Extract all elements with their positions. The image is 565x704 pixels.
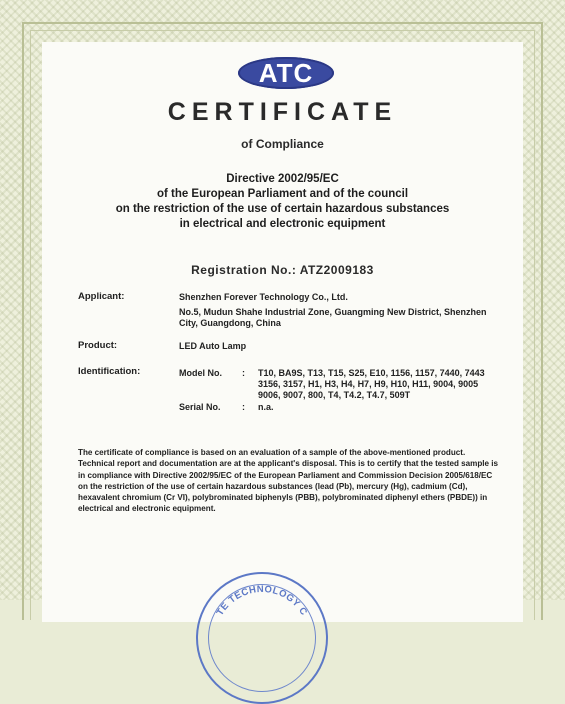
compliance-statement: The certificate of compliance is based on an evaluation of a sample of the above-mentioned product. Technical report and documentation are at the applicant's disposal. This is to certify that the tested sample is in compliance with Directive 2002/95/EC of the European Parliament and Commission Decision 2005/618/EC on the restriction of the use of certain hazardous substances (lead (Pb), mercury (Hg), cadmium (Cd), hexavalent chromium (Cr VI), polybrominated biphenyls (PBB), polybrominated diphenyl ethers (PBDE)) in electrical and electronic equipment.	[78, 448, 499, 514]
company-seal-stamp	[196, 572, 328, 704]
identification-label: Identification:	[78, 366, 141, 377]
registration-number: Registration No.: ATZ2009183	[191, 263, 374, 277]
atc-logo	[238, 57, 334, 89]
model-number-line-3: 9006, 9007, 800, T4, T4.2, T4.7, 509T	[258, 390, 411, 400]
model-number-label: Model No.	[179, 368, 222, 378]
directive-line-4: in electrical and electronic equipment	[179, 218, 386, 230]
applicant-label: Applicant:	[78, 291, 125, 302]
atc-logo-text: ATC	[258, 57, 314, 88]
company-seal-lettering	[196, 572, 328, 704]
certificate-sheet	[42, 42, 523, 622]
applicant-address-line-1: No.5, Mudun Shahe Industrial Zone, Guangming New District, Shenzhen	[179, 307, 487, 317]
serial-number-value: n.a.	[258, 402, 274, 412]
company-seal-text: TE TECHNOLOGY C	[214, 583, 309, 618]
product-value: LED Auto Lamp	[179, 341, 247, 351]
directive-line-3: on the restriction of the use of certain hazardous substances	[115, 203, 450, 215]
directive-line-2: of the European Parliament and of the council	[156, 188, 409, 200]
product-label: Product:	[78, 340, 118, 351]
model-number-line-1: T10, BA9S, T13, T15, S25, E10, 1156, 1157, 7440, 7443	[258, 368, 485, 378]
serial-number-label: Serial No.	[179, 402, 221, 412]
model-number-separator: :	[242, 368, 245, 378]
serial-number-separator: :	[242, 402, 245, 412]
applicant-name: Shenzhen Forever Technology Co., Ltd.	[179, 292, 348, 302]
model-number-line-2: 3156, 3157, H1, H3, H4, H7, H9, H10, H11, 9004, 9005	[258, 379, 479, 389]
applicant-address-line-2: City, Guangdong, China	[179, 318, 281, 328]
directive-line-1: Directive 2002/95/EC	[226, 173, 339, 185]
svg-text:TE TECHNOLOGY C	[214, 583, 309, 617]
certificate-subtitle: of Compliance	[241, 137, 324, 151]
certificate-title: CERTIFICATE	[167, 98, 398, 126]
